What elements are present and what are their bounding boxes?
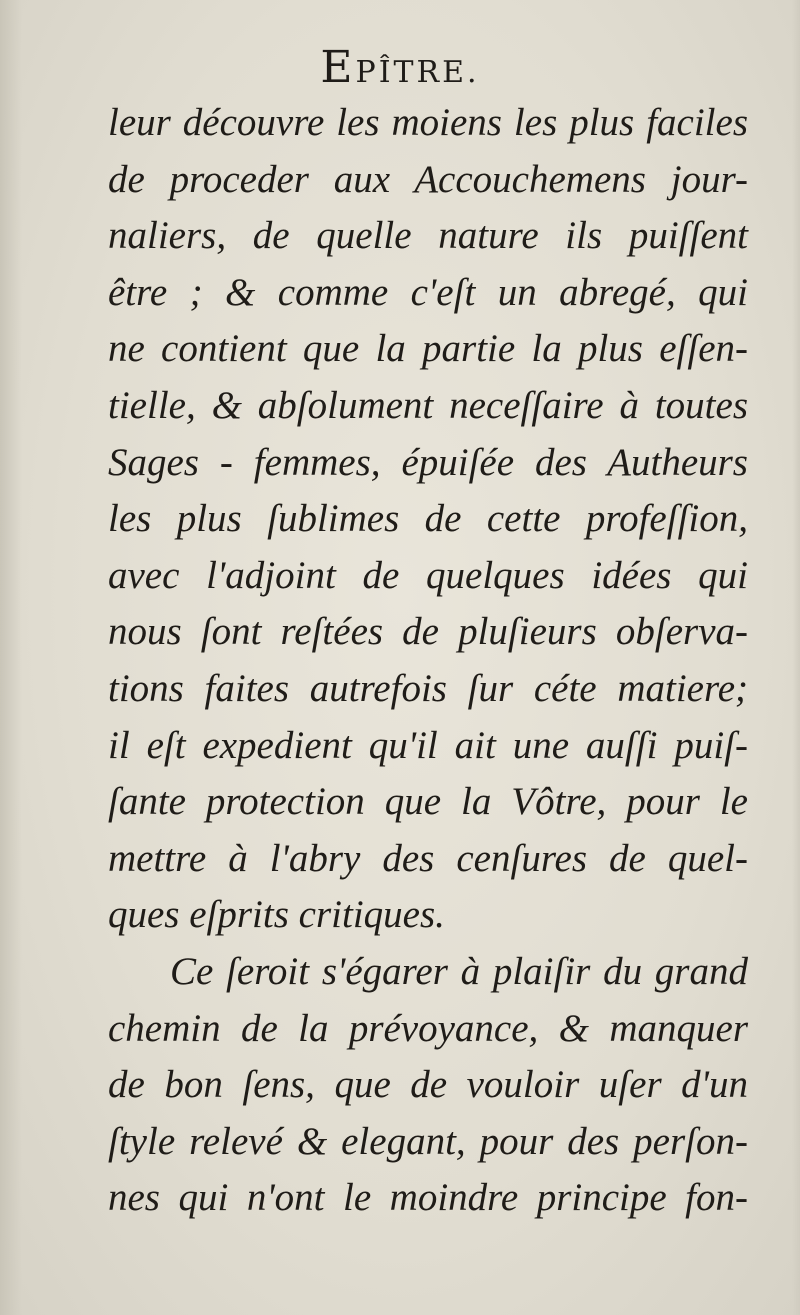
running-head bbox=[0, 42, 800, 93]
text-line: de bon ſens, que de vouloir uſer d'un bbox=[108, 1063, 748, 1107]
text-line: mettre à l'abry des cenſures de quel- bbox=[108, 836, 748, 880]
text-line: être ; & comme c'eſt un abregé, qui bbox=[108, 270, 748, 314]
text-line: nes qui n'ont le moindre principe fon- bbox=[108, 1176, 748, 1220]
text-line: tions faites autrefois ſur céte matiere; bbox=[108, 666, 748, 710]
page-edge bbox=[792, 0, 800, 1315]
body-text bbox=[108, 95, 748, 1227]
text-line: tielle, & abſolument neceſſaire à toutes bbox=[108, 383, 748, 427]
text-line: ne contient que la partie la plus eſſen- bbox=[108, 327, 748, 371]
text-line: ſante protection que la Vôtre, pour le bbox=[108, 780, 748, 824]
text-line: avec l'adjoint de quelques idées qui bbox=[108, 553, 748, 597]
gutter-shadow bbox=[0, 0, 22, 1315]
text-line: chemin de la prévoyance, & manquer bbox=[108, 1006, 748, 1050]
running-head-rest: PÎTRE. bbox=[355, 55, 480, 90]
text-line: nous ſont reſtées de pluſieurs obſerva- bbox=[108, 610, 748, 654]
text-line: ſtyle relevé & elegant, pour des perſon- bbox=[108, 1119, 748, 1163]
text-line: les plus ſublimes de cette profeſſion, bbox=[108, 497, 748, 541]
text-line: de proceder aux Accouchemens jour- bbox=[108, 157, 748, 201]
paragraph-first-line: Ce ſeroit s'égarer à plaiſir du grand bbox=[170, 949, 748, 993]
running-head-initial: E bbox=[320, 42, 356, 93]
text-line: leur découvre les moiens les plus faciles bbox=[108, 101, 748, 144]
text-line: il eſt expedient qu'il ait une auſſi puiſ- bbox=[108, 723, 748, 767]
text-line: ques eſprits critiques. bbox=[108, 893, 445, 937]
text-line: Sages - femmes, épuiſée des Autheurs bbox=[108, 440, 748, 484]
text-line: naliers, de quelle nature ils puiſſent bbox=[108, 214, 748, 258]
